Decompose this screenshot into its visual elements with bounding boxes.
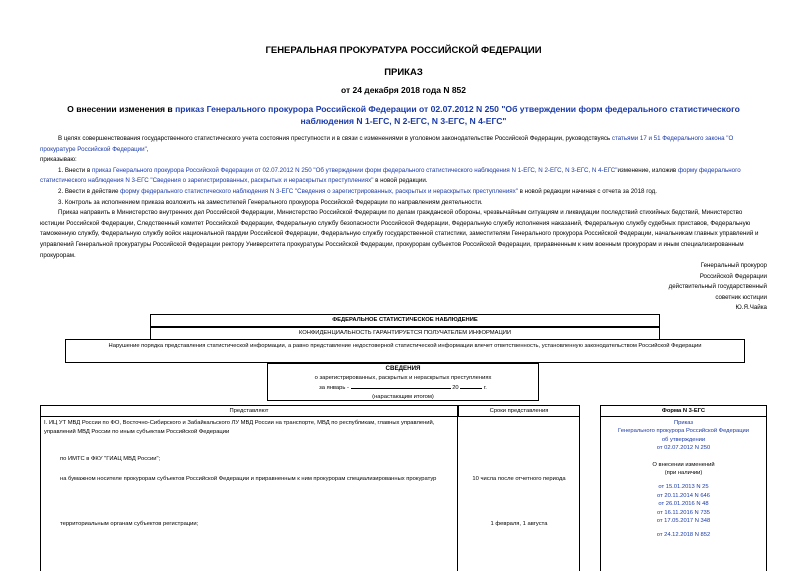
column-header-present: Представляют [40,405,458,417]
signature-line: Генеральный прокурор [700,262,767,269]
changes-subtitle: (при наличии) [664,470,703,477]
form-period [268,382,538,393]
period-year-suffix: г. [483,385,487,392]
table-row: по ИМТС в ФКУ "ГИАЦ МВД России"; [60,456,161,462]
paragraph-intro [40,134,767,155]
table-row: на бумажном носителе прокурорам субъектов Российской Федерации и приравненным к ним прокурорам специализированных прокуратур [60,476,437,482]
form-title: СВЕДЕНИЯ [385,365,421,372]
table-cell-deadline: 1 февраля, 1 августа [490,521,548,527]
paragraph-item-3: 3. Контроль за исполнением приказа возложить на заместителей Генерального прокурора Российской Федерации по направлениям деятельности. [58,198,483,206]
title-order-link[interactable]: приказ Генерального прокурора Российской Федерации от 02.07.2012 N 250 "Об утверждении форм федерального статистического наблюдения N 1-ЕГС, N 2-ЕГС, N 3-ЕГС, N 4-ЕГС" [175,104,740,126]
item2-text-b: в новой редакции начиная с отчета за 2018 год. [517,187,657,195]
warning-box: Нарушение порядка представления статистической информации, а равно представление недостоверной статистической информации влечет ответственность, установленную законодательством Российской Федерации [65,339,745,363]
period-year-prefix: 20 [452,385,459,392]
change-link[interactable]: от 17.05.2017 N 348 [656,518,711,525]
change-link[interactable]: от 26.01.2016 N 48 [658,501,709,508]
change-link[interactable]: от 16.11.2016 N 735 [656,509,711,516]
form-3egs-link-2[interactable]: форму федерального статистического наблюдения N 3-ЕГС "Сведения о зарегистрированных, раскрытых и нераскрытых преступлениях" [120,187,518,195]
confidential-header: КОНФИДЕНЦИАЛЬНОСТЬ ГАРАНТИРУЕТСЯ ПОЛУЧАТЕЛЕМ ИНФОРМАЦИИ [150,327,660,340]
table-row: территориальным органам субъектов регистрации; [60,521,199,527]
paragraph-distribution: Приказ направить в Министерство внутренних дел Российской Федерации, Министерство Российской Федерации по делам гражданской обороны, чрезвычайным ситуациям и ликвидации последствий стихийных бедствий, Министерство юстиции Российской Федерации, Следственный комитет Российской Федерации, Федеральную службу безопасности Российской Федерации, Федеральную службу исполнения наказаний, Федеральную службу судебных приставов, Федеральную таможенную службу, Федеральную службу войск национальной гвардии Российской Федерации, Федеральную службу государственной статистики, заместителям Генерального прокурора Российской Федерации, начальникам главных управлений и управлений Генеральной прокуратуры Российской Федерации ректору Университета прокуратуры Российской Федерации, прокурорам субъектов Российской Федерации, приравненным к ним военным прокурорам и иным специализированным прокурорам. [40,209,759,259]
form-approval-box [600,417,767,571]
order-250-link[interactable]: приказ Генерального прокурора Российской Федерации от 02.07.2012 N 250 "Об утверждении форм федерального статистического наблюдения N 1-ЕГС, N 2-ЕГС, N 3-ЕГС, N 4-ЕГС" [91,166,618,174]
deadline-column [458,417,580,571]
doc-date-number: от 24 декабря 2018 года N 852 [340,85,467,95]
paragraph-item-2 [40,187,767,198]
paragraph-order: приказываю: [40,156,77,164]
change-link[interactable]: от 15.01.2013 N 25 [658,484,709,491]
document-title [40,103,767,127]
approval-line[interactable]: Приказ [673,420,694,426]
item1-text-b: изменение, изложив [617,166,678,174]
item2-text-a: 2. Ввести в действие [58,187,121,195]
intro-comma: , [146,145,149,153]
item1-text-c: в новой редакции. [373,177,428,185]
intro-text: В целях совершенствования государственного статистического учета состояния преступности и в связи с изменениями в уголовном законодательстве Российской Федерации, руководствуясь [58,135,612,142]
form-number-header: Форма N 3-ЕГС [600,405,767,417]
signature-line: действительный государственный [668,283,767,291]
paragraph-item-1 [40,166,767,187]
approval-line[interactable]: Генерального прокурора Российской Федерации [617,428,750,435]
table-cell-deadline: 10 числа после отчетного периода [472,476,566,482]
change-link[interactable]: от 20.11.2014 N 646 [656,492,711,499]
document-body [40,134,767,261]
title-prefix: О внесении изменения в [67,104,176,114]
form-3egs-link[interactable]: форму федерального статистического наблюдения N 3-ЕГС "Сведения о зарегистрированных, раскрытых и нераскрытых преступлениях" [40,166,741,185]
law-articles-link[interactable]: статьями 17 и 51 Федерального закона "О прокуратуре Российской Федерации" [40,135,734,153]
column-header-deadline: Сроки представления [458,405,580,417]
period-month-blank [351,382,451,389]
signature-name: Ю.Я.Чайка [735,304,767,312]
spacer [601,453,766,461]
doc-type: ПРИКАЗ [384,67,423,78]
change-link[interactable]: от 24.12.2018 N 852 [656,532,711,539]
form-title-box [267,363,539,401]
signature-line: советник юстиции [715,293,767,301]
signature-line: Российской Федерации [699,272,767,280]
approval-line[interactable]: от 02.07.2012 N 250 [656,445,711,452]
observation-header: ФЕДЕРАЛЬНОЕ СТАТИСТИЧЕСКОЕ НАБЛЮДЕНИЕ [150,314,660,327]
approval-line[interactable]: об утверждении [661,436,706,443]
period-year-blank [460,382,482,389]
present-column [40,417,458,571]
changes-title: О внесении изменений [652,461,715,468]
signature-block [607,261,767,314]
form-period-note: (нарастающим итогом) [372,393,434,400]
org-name: ГЕНЕРАЛЬНАЯ ПРОКУРАТУРА РОССИЙСКОЙ ФЕДЕРАЦИИ [265,45,542,56]
form-subtitle: о зарегистрированных, раскрытых и нераскрытых преступлениях [314,374,492,381]
item1-text-a: 1. Внести в [58,166,92,174]
period-label: за январь - [319,385,349,392]
table-row: I. ИЦ УТ МВД России по ФО, Восточно-Сибирского и Забайкальского ЛУ МВД России на транспорте, МВД по республикам, главных управлений, управлений МВД России по иным субъектам Российской Федерации [44,420,435,435]
